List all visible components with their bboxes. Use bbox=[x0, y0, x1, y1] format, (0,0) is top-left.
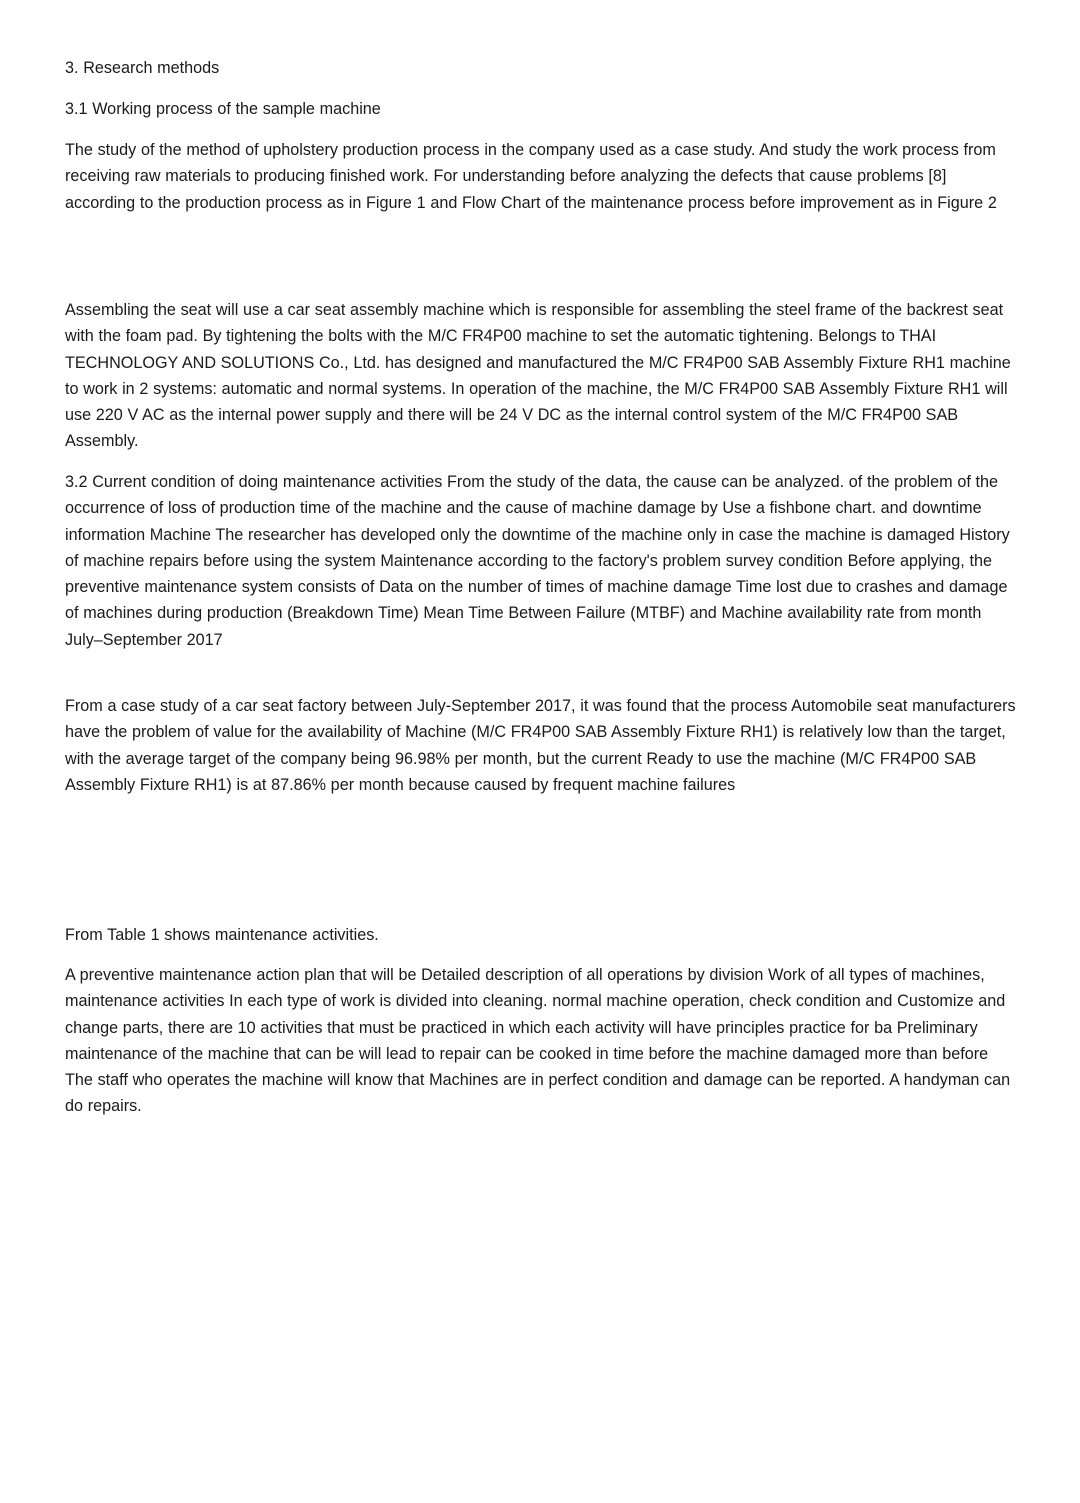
paragraph-case-study: From a case study of a car seat factory between July-September 2017, it was found that the process Automobile seat manufacturers have the problem of value for the availability of Machine (M/C FR4P00 SAB Assembly Fixture RH1) is relatively low than the target, with the average target of the company being 96.98% per month, but the current Ready to use the machine (M/C FR4P00 SAB Assembly Fixture RH1) is at 87.86% per month because caused by frequent machine failures bbox=[65, 697, 1016, 794]
paragraph-preventive-plan: A preventive maintenance action plan that will be Detailed description of all operations by division Work of all types of machines, maintenance activities In each type of work is divided into cleaning. normal machine operation, check condition and Customize and change parts, there are 10 activities that must be practiced in which each activity will have principles practice for ba Preliminary maintenance of the machine that can be will lead to repair can be cooked in time before the machine damaged more than before The staff who operates the machine will know that Machines are in perfect condition and damage can be reported. A handyman can do repairs. bbox=[65, 966, 1011, 1116]
paragraph-table-reference: From Table 1 shows maintenance activities. bbox=[65, 926, 379, 944]
subsection-heading: 3.1 Working process of the sample machine bbox=[65, 100, 381, 118]
paragraph-working-process: The study of the method of upholstery production process in the company used as a case study. And study the work process from receiving raw materials to producing finished work. For understanding before analyzing the defects that cause problems [8] according to the production process as in Figure 1 and Flow Chart of the maintenance process before improvement as in Figure 2 bbox=[65, 141, 997, 212]
paragraph-current-condition: 3.2 Current condition of doing maintenance activities From the study of the data, the cause can be analyzed. of the problem of the occurrence of loss of production time of the machine and the cause of machine damage by Use a fishbone chart. and downtime information Machine The researcher has developed only the downtime of the machine only in case the machine is damaged History of machine repairs before using the system Maintenance according to the factory's problem survey condition Before applying, the preventive maintenance system consists of Data on the number of times of machine damage Time lost due to crashes and damage of machines during production (Breakdown Time) Mean Time Between Failure (MTBF) and Machine availability rate from month July–September 2017 bbox=[65, 473, 1010, 649]
section-heading: 3. Research methods bbox=[65, 59, 220, 77]
paragraph-seat-assembly: Assembling the seat will use a car seat assembly machine which is responsible for assembling the steel frame of the backrest seat with the foam pad. By tightening the bolts with the M/C FR4P00 machine to set the automatic tightening. Belongs to THAI TECHNOLOGY AND SOLUTIONS Co., Ltd. has designed and manufactured the M/C FR4P00 SAB Assembly Fixture RH1 machine to work in 2 systems: automatic and normal systems. In operation of the machine, the M/C FR4P00 SAB Assembly Fixture RH1 will use 220 V AC as the internal power supply and there will be 24 V DC as the internal control system of the M/C FR4P00 SAB Assembly. bbox=[65, 301, 1011, 451]
